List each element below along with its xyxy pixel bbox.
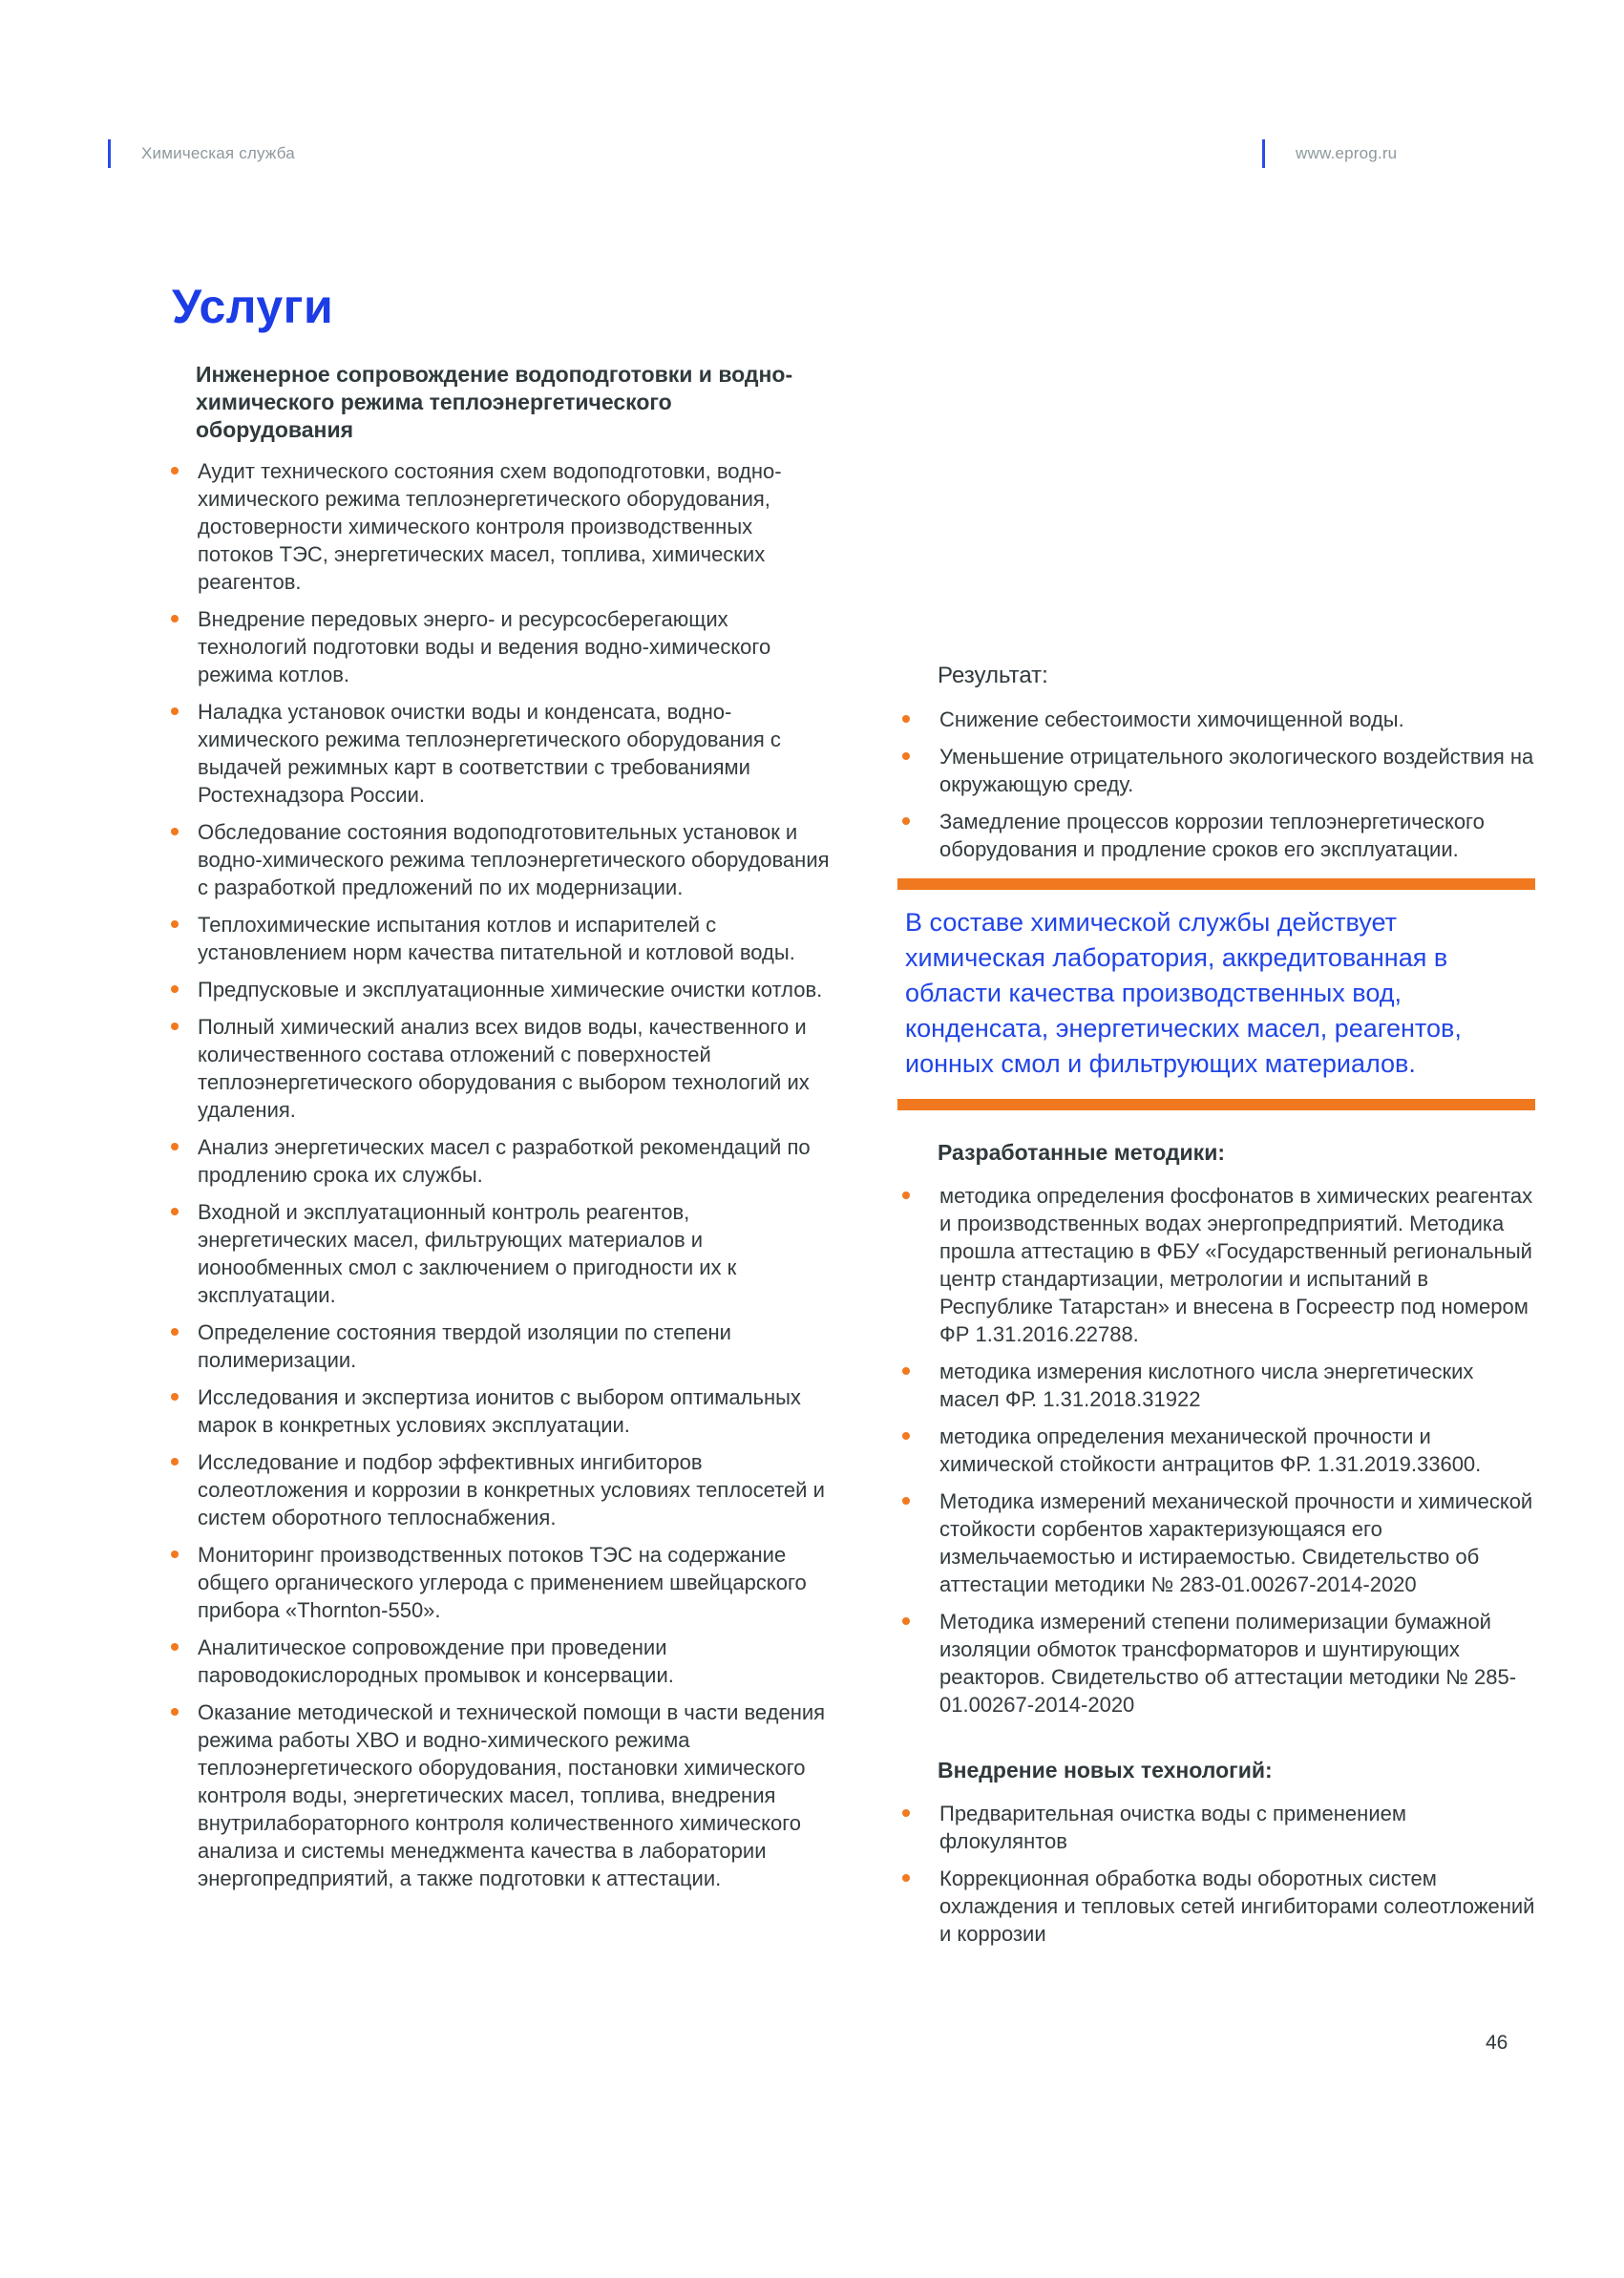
list-item bbox=[169, 818, 830, 901]
bullet-icon bbox=[171, 828, 179, 835]
bullet-icon bbox=[171, 467, 179, 475]
list-item bbox=[169, 1013, 830, 1124]
list-item bbox=[897, 1800, 1535, 1855]
list-item bbox=[169, 1541, 830, 1624]
list-item bbox=[169, 1383, 830, 1439]
result-heading: Результат: bbox=[938, 663, 1048, 688]
tech-heading: Внедрение новых технологий: bbox=[938, 1758, 1273, 1782]
list-item bbox=[897, 1608, 1535, 1719]
bullet-text: Теплохимические испытания котлов и испарителей с установлением норм качества питательной и котловой воды. bbox=[198, 913, 795, 964]
result-list bbox=[897, 706, 1535, 863]
bullet-text: Аудит технического состояния схем водоподготовки, водно-химического режима теплоэнергетического оборудования, достоверности химического контроля производственных потоков ТЭС, энергетических масел, топлива, химических реагентов. bbox=[198, 459, 782, 594]
bullet-text: Входной и эксплуатационный контроль реагентов, энергетических масел, фильтрующих материалов и ионообменных смол с заключением о пригодности их к эксплуатации. bbox=[198, 1200, 737, 1307]
bullet-icon bbox=[902, 1192, 910, 1199]
bullet-icon bbox=[171, 1143, 179, 1150]
bullet-text: Коррекционная обработка воды оборотных систем охлаждения и тепловых сетей ингибиторами солеотложений и коррозии bbox=[939, 1867, 1535, 1946]
bullet-icon bbox=[171, 1023, 179, 1030]
bullet-text: Исследования и экспертиза ионитов с выбором оптимальных марок в конкретных условиях эксплуатации. bbox=[198, 1385, 801, 1437]
bullet-icon bbox=[171, 1458, 179, 1466]
methods-heading: Разработанные методики: bbox=[938, 1140, 1225, 1165]
services-heading: Инженерное сопровождение водоподготовки и водно-химического режима теплоэнергетического оборудования bbox=[196, 362, 793, 442]
bullet-text: Исследование и подбор эффективных ингибиторов солеотложения и коррозии в конкретных условиях теплосетей и систем оборотного теплоснабжения. bbox=[198, 1450, 825, 1529]
list-item bbox=[169, 1698, 830, 1892]
list-item bbox=[169, 457, 830, 596]
list-item bbox=[169, 1634, 830, 1689]
list-item bbox=[169, 911, 830, 966]
bullet-text: Наладка установок очистки воды и конденсата, водно-химического режима теплоэнергетического оборудования с выдачей режимных карт в соответствии с требованиями Ростехнадзора России. bbox=[198, 700, 781, 807]
bullet-text: Предпусковые и эксплуатационные химические очистки котлов. bbox=[198, 978, 823, 1002]
bullet-icon bbox=[171, 1643, 179, 1651]
bullet-icon bbox=[902, 752, 910, 760]
list-item bbox=[169, 1318, 830, 1374]
tech-list bbox=[897, 1800, 1535, 1948]
bullet-text: методика определения механической прочности и химической стойкости антрацитов ФР. 1.31.2019.33600. bbox=[939, 1424, 1482, 1476]
bullet-text: Методика измерений механической прочности и химической стойкости сорбентов характеризующаяся его измельчаемостью и истираемостью. Свидетельство об аттестации методики № 283-01.00267-2014-2020 bbox=[939, 1489, 1533, 1596]
lab-callout-text: В составе химической службы действует химическая лаборатория, аккредитованная в области качества производственных вод, конденсата, энергетических масел, реагентов, ионных смол и фильтрующих материалов. bbox=[905, 908, 1462, 1078]
list-item bbox=[169, 1133, 830, 1189]
bullet-icon bbox=[171, 1328, 179, 1336]
bullet-icon bbox=[902, 1497, 910, 1505]
list-item bbox=[169, 976, 830, 1003]
list-item bbox=[897, 1865, 1535, 1948]
services-column bbox=[169, 361, 830, 1902]
bullet-icon bbox=[171, 985, 179, 993]
list-item bbox=[169, 605, 830, 688]
bullet-icon bbox=[171, 1208, 179, 1215]
bullet-text: Предварительная очистка воды с применением флокулянтов bbox=[939, 1802, 1406, 1853]
bullet-icon bbox=[902, 1617, 910, 1625]
header-divider-bar bbox=[1262, 139, 1265, 168]
header-left bbox=[108, 139, 295, 168]
list-item bbox=[897, 706, 1535, 733]
list-item bbox=[897, 1487, 1535, 1598]
bullet-text: Оказание методической и технической помощи в части ведения режима работы ХВО и водно-химического режима теплоэнергетического оборудования, постановки химического контроля воды, энергетических масел, топлива, внедрения внутрилабораторного контроля количественного химического анализа и системы менеджмента качества в лаборатории энергопредприятий, а также подготовки к аттестации. bbox=[198, 1700, 826, 1890]
list-item bbox=[897, 1423, 1535, 1478]
header-section-label: Химическая служба bbox=[141, 144, 295, 162]
bullet-text: методика определения фосфонатов в химических реагентах и производственных водах энергопредприятий. Методика прошла аттестацию в ФБУ «Государственный региональный центр стандартизации, метрологии и испытаний в Республике Татарстан» и внесена в Госреестр под номером ФР 1.31.2016.22788. bbox=[939, 1184, 1533, 1346]
bullet-icon bbox=[902, 1367, 910, 1375]
header-divider-bar bbox=[108, 139, 111, 168]
bullet-text: Внедрение передовых энерго- и ресурсосберегающих технологий подготовки воды и ведения водно-химического режима котлов. bbox=[198, 607, 771, 686]
lab-callout-box bbox=[897, 878, 1535, 1110]
bullet-icon bbox=[902, 1809, 910, 1817]
bullet-text: Уменьшение отрицательного экологического воздействия на окружающую среду. bbox=[939, 745, 1534, 796]
list-item bbox=[897, 743, 1535, 798]
list-item bbox=[897, 1358, 1535, 1413]
bullet-icon bbox=[902, 817, 910, 825]
bullet-text: Аналитическое сопровождение при проведении пароводокислородных промывок и консервации. bbox=[198, 1635, 674, 1687]
bullet-icon bbox=[171, 920, 179, 928]
header-right bbox=[1262, 139, 1397, 168]
bullet-text: Полный химический анализ всех видов воды, качественного и количественного состава отложений с поверхностей теплоэнергетического оборудования с выбором технологий их удаления. bbox=[198, 1015, 810, 1122]
results-column bbox=[897, 662, 1535, 1957]
bullet-icon bbox=[171, 1393, 179, 1401]
page-title: Услуги bbox=[172, 280, 334, 333]
bullet-text: Определение состояния твердой изоляции по степени полимеризации. bbox=[198, 1320, 731, 1372]
list-item bbox=[897, 808, 1535, 863]
methods-list bbox=[897, 1182, 1535, 1719]
list-item bbox=[169, 698, 830, 809]
bullet-text: Анализ энергетических масел с разработкой рекомендаций по продлению срока их службы. bbox=[198, 1135, 811, 1187]
list-item bbox=[169, 1198, 830, 1309]
bullet-icon bbox=[902, 1874, 910, 1882]
bullet-icon bbox=[902, 1432, 910, 1440]
bullet-icon bbox=[171, 615, 179, 622]
services-list bbox=[169, 457, 830, 1892]
list-item bbox=[897, 1182, 1535, 1348]
bullet-text: Снижение себестоимости химочищенной воды. bbox=[939, 707, 1404, 731]
page-number: 46 bbox=[1486, 2032, 1508, 2054]
bullet-text: методика измерения кислотного числа энергетических масел ФР. 1.31.2018.31922 bbox=[939, 1360, 1474, 1411]
bullet-text: Обследование состояния водоподготовительных установок и водно-химического режима теплоэнергетического оборудования с разработкой предложений по их модернизации. bbox=[198, 820, 830, 899]
bullet-text: Замедление процессов коррозии теплоэнергетического оборудования и продление сроков его эксплуатации. bbox=[939, 810, 1485, 861]
bullet-icon bbox=[171, 1550, 179, 1558]
bullet-text: Мониторинг производственных потоков ТЭС на содержание общего органического углерода с применением швейцарского прибора «Thornton-550». bbox=[198, 1543, 807, 1622]
bullet-icon bbox=[902, 715, 910, 723]
bullet-icon bbox=[171, 1708, 179, 1716]
list-item bbox=[169, 1448, 830, 1531]
bullet-icon bbox=[171, 707, 179, 715]
header-website-link[interactable]: www.eprog.ru bbox=[1296, 144, 1398, 162]
bullet-text: Методика измерений степени полимеризации бумажной изоляции обмоток трансформаторов и шунтирующих реакторов. Свидетельство об аттестации методики № 285-01.00267-2014-2020 bbox=[939, 1610, 1517, 1717]
